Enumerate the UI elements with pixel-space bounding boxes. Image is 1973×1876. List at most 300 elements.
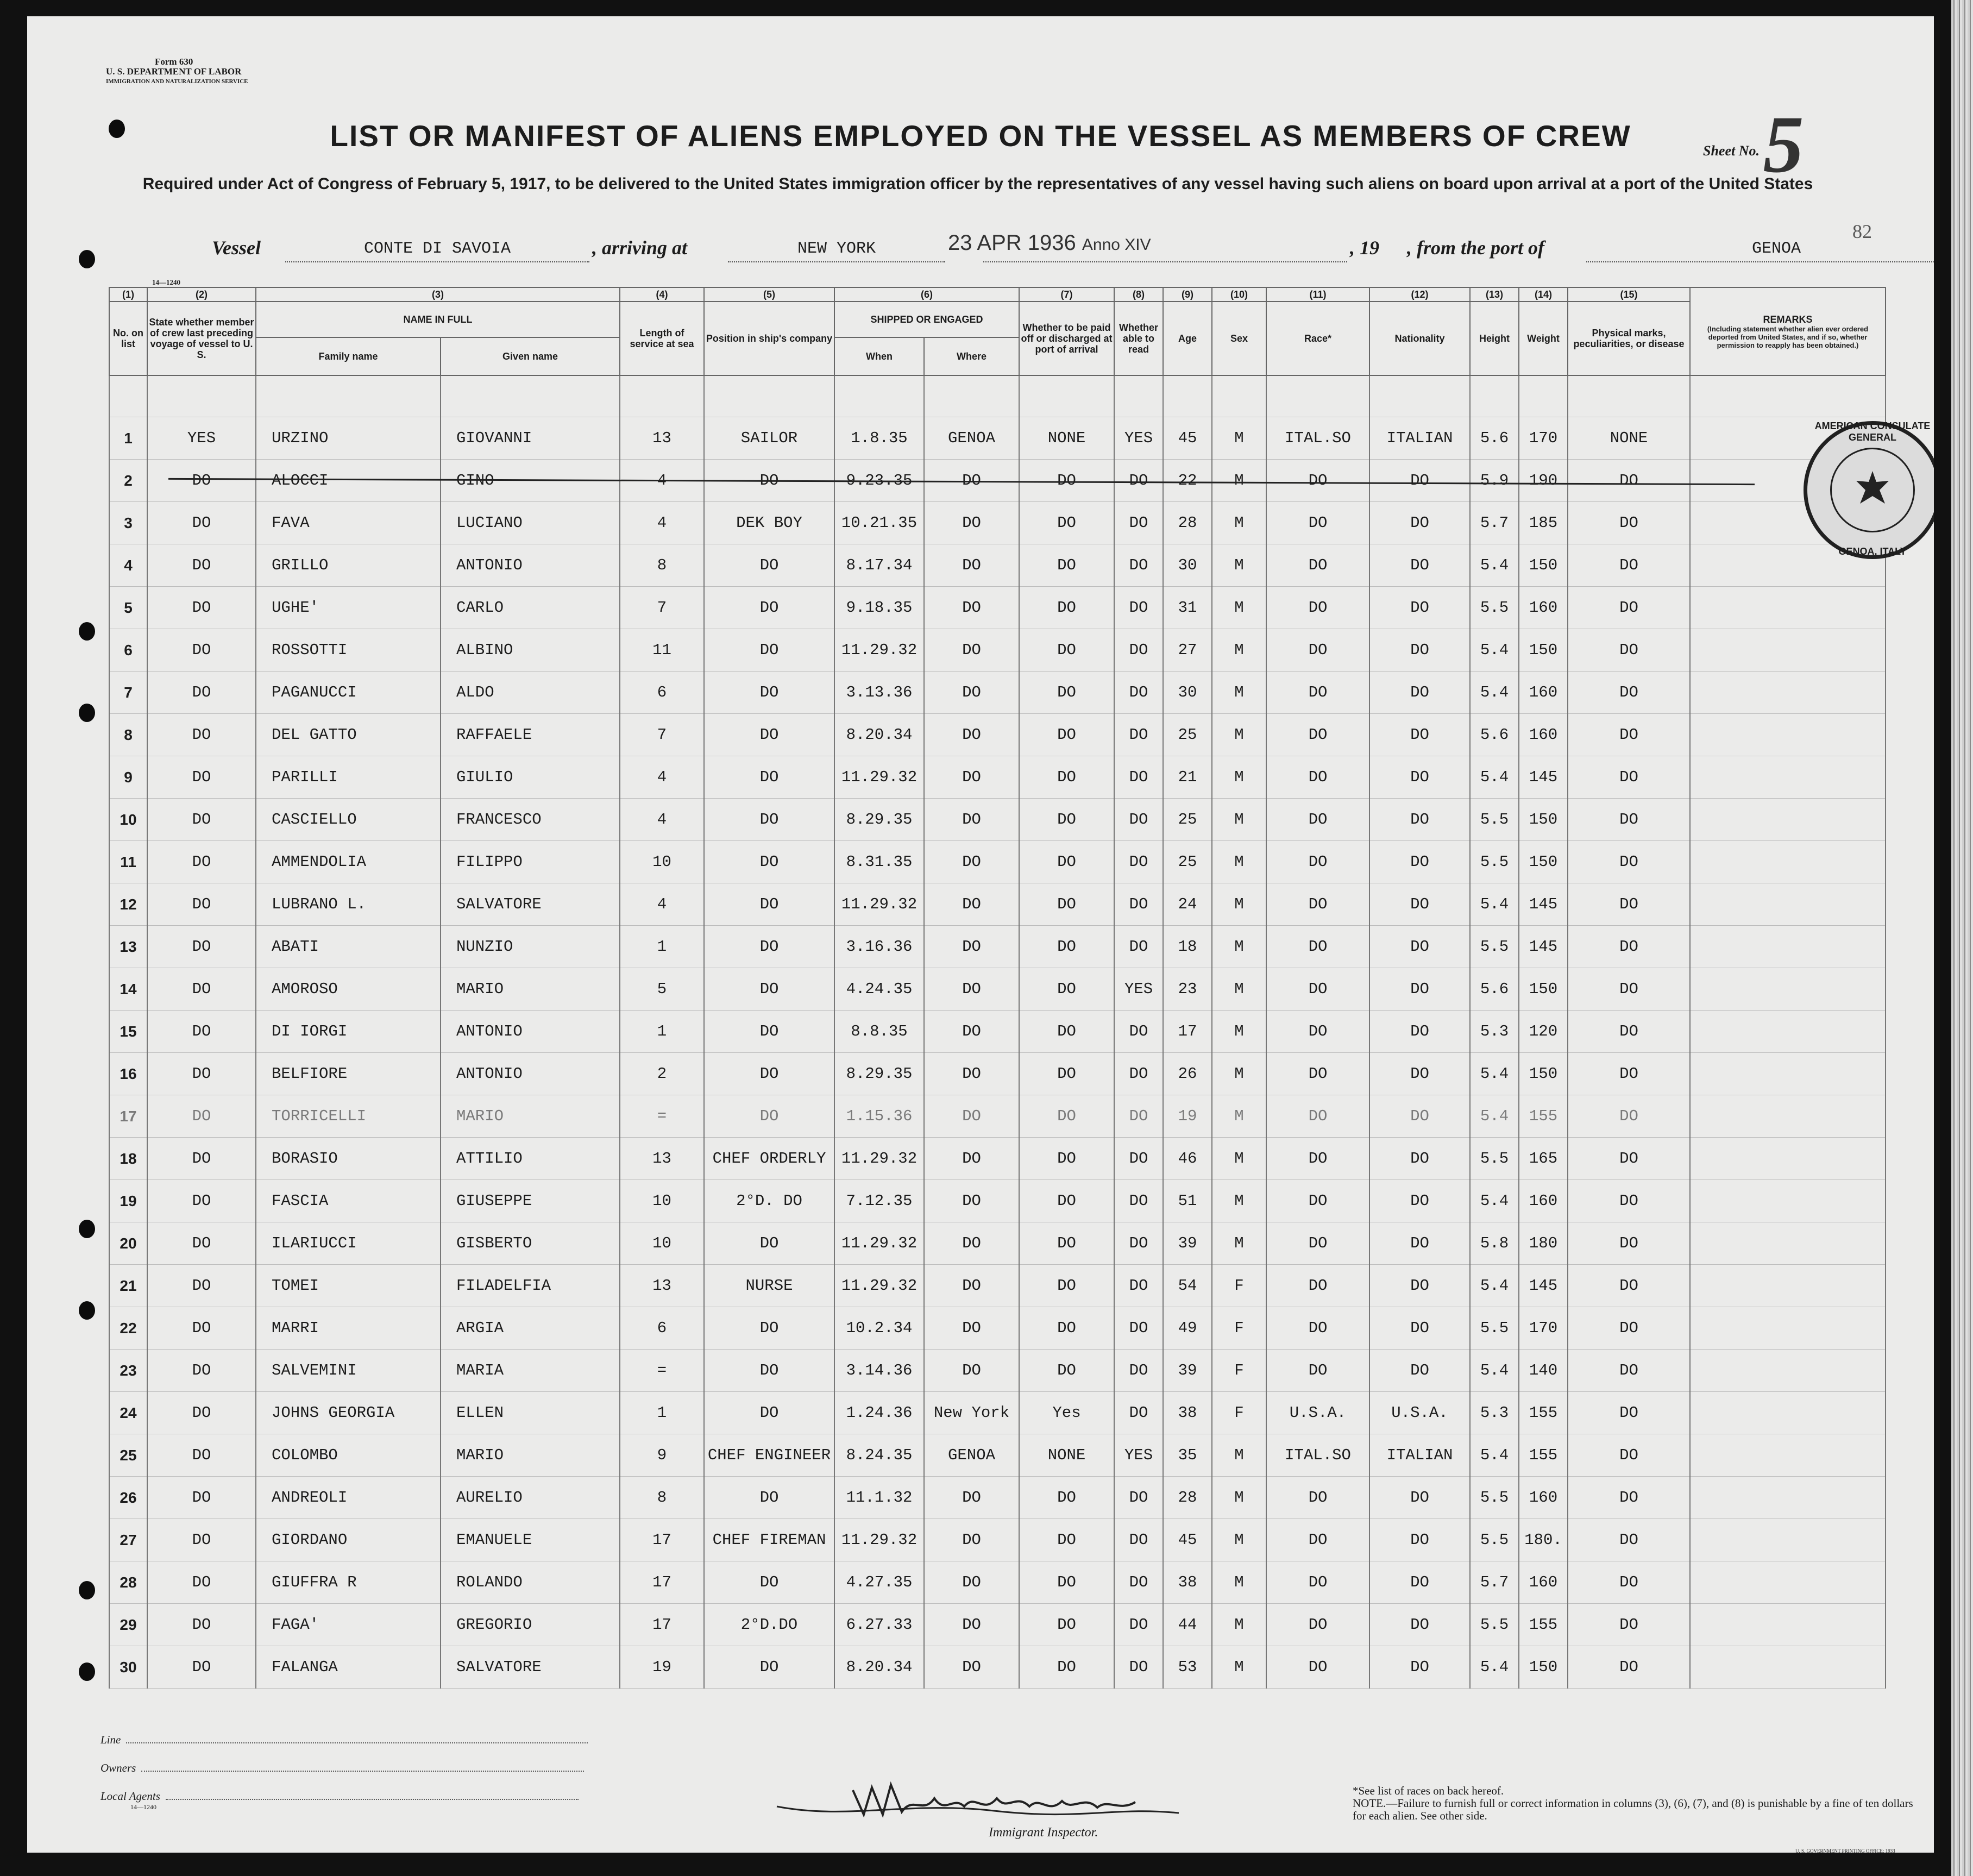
height-cell: 5.4: [1470, 1434, 1519, 1477]
position-cell: DO: [704, 1222, 834, 1265]
table-row: [109, 1307, 1886, 1350]
table-row: [109, 1180, 1886, 1222]
engaged-when-cell: 7.12.35: [834, 1180, 924, 1222]
race-cell: DO: [1266, 544, 1369, 587]
paid-off-cell: DO: [1019, 968, 1114, 1011]
given-name-cell: MARIO: [441, 1095, 620, 1138]
nationality-cell: DO: [1369, 672, 1470, 714]
col-num-15: (15): [1568, 287, 1690, 302]
race-cell: DO: [1266, 1519, 1369, 1561]
paid-off-cell: DO: [1019, 629, 1114, 672]
physical-marks-cell: DO: [1568, 1011, 1690, 1053]
table-row: [109, 544, 1886, 587]
able-to-read-cell: DO: [1114, 629, 1163, 672]
able-to-read-cell: YES: [1114, 417, 1163, 460]
engaged-where-cell: DO: [924, 1307, 1019, 1350]
col-num-14: (14): [1519, 287, 1568, 302]
given-name-cell: MARIO: [441, 1434, 620, 1477]
nationality-cell: DO: [1369, 1053, 1470, 1095]
service-length-cell: 7: [620, 714, 704, 756]
physical-marks-cell: DO: [1568, 1095, 1690, 1138]
weight-cell: 160: [1519, 587, 1568, 629]
punch-hole: [79, 1220, 95, 1238]
table-row: [109, 841, 1886, 883]
engaged-when-cell: 3.14.36: [834, 1350, 924, 1392]
header-family-name: Family name: [256, 337, 441, 375]
nationality-cell: DO: [1369, 1222, 1470, 1265]
position-cell: DO: [704, 1350, 834, 1392]
age-cell: 38: [1163, 1392, 1212, 1434]
race-cell: DO: [1266, 883, 1369, 926]
engaged-when-cell: 3.13.36: [834, 672, 924, 714]
nationality-cell: DO: [1369, 502, 1470, 544]
family-name-cell: ILARIUCCI: [256, 1222, 441, 1265]
able-to-read-cell: DO: [1114, 841, 1163, 883]
form-service: IMMIGRATION AND NATURALIZATION SERVICE: [106, 78, 248, 85]
age-cell: 23: [1163, 968, 1212, 1011]
remarks-cell: [1690, 1265, 1886, 1307]
age-cell: 28: [1163, 1477, 1212, 1519]
nationality-cell: DO: [1369, 1519, 1470, 1561]
position-cell: DO: [704, 756, 834, 799]
family-name-cell: PARILLI: [256, 756, 441, 799]
paid-off-cell: DO: [1019, 1604, 1114, 1646]
age-cell: 53: [1163, 1646, 1212, 1689]
footnotes: [1353, 1785, 1918, 1822]
paid-off-cell: DO: [1019, 841, 1114, 883]
sex-cell: M: [1212, 587, 1266, 629]
engaged-where-cell: DO: [924, 756, 1019, 799]
physical-marks-cell: DO: [1568, 1604, 1690, 1646]
engaged-where-cell: DO: [924, 1222, 1019, 1265]
position-cell: DO: [704, 672, 834, 714]
paid-off-cell: DO: [1019, 926, 1114, 968]
age-cell: 22: [1163, 460, 1212, 502]
height-cell: 5.4: [1470, 1646, 1519, 1689]
height-cell: 5.3: [1470, 1011, 1519, 1053]
position-cell: SAILOR: [704, 417, 834, 460]
paid-off-cell: DO: [1019, 883, 1114, 926]
row-number: 20: [109, 1222, 147, 1265]
height-cell: 5.7: [1470, 502, 1519, 544]
sex-cell: M: [1212, 417, 1266, 460]
punch-hole: [79, 1662, 95, 1681]
age-cell: 46: [1163, 1138, 1212, 1180]
family-name-cell: ANDREOLI: [256, 1477, 441, 1519]
weight-cell: 145: [1519, 883, 1568, 926]
form-department: U. S. DEPARTMENT OF LABOR: [106, 66, 242, 77]
position-cell: DO: [704, 841, 834, 883]
footer-fields: [100, 1733, 588, 1818]
weight-cell: 160: [1519, 672, 1568, 714]
age-cell: 38: [1163, 1561, 1212, 1604]
race-cell: DO: [1266, 672, 1369, 714]
race-cell: DO: [1266, 502, 1369, 544]
race-cell: DO: [1266, 1265, 1369, 1307]
race-cell: DO: [1266, 629, 1369, 672]
header-nationality: Nationality: [1369, 302, 1470, 375]
family-name-cell: DEL GATTO: [256, 714, 441, 756]
engaged-when-cell: 8.8.35: [834, 1011, 924, 1053]
family-name-cell: FALANGA: [256, 1646, 441, 1689]
able-to-read-cell: DO: [1114, 1561, 1163, 1604]
nationality-cell: DO: [1369, 1095, 1470, 1138]
given-name-cell: FRANCESCO: [441, 799, 620, 841]
table-row: [109, 1265, 1886, 1307]
engaged-when-cell: 10.21.35: [834, 502, 924, 544]
service-length-cell: 13: [620, 417, 704, 460]
able-to-read-cell: DO: [1114, 1180, 1163, 1222]
height-cell: 5.4: [1470, 1180, 1519, 1222]
position-cell: DO: [704, 883, 834, 926]
age-cell: 21: [1163, 756, 1212, 799]
weight-cell: 160: [1519, 1180, 1568, 1222]
position-cell: DO: [704, 1053, 834, 1095]
page-stack-edge: [1951, 0, 1973, 1876]
physical-marks-cell: DO: [1568, 502, 1690, 544]
given-name-cell: AURELIO: [441, 1477, 620, 1519]
age-cell: 25: [1163, 714, 1212, 756]
previous-voyage-cell: DO: [147, 629, 256, 672]
weight-cell: 150: [1519, 1646, 1568, 1689]
row-number: 5: [109, 587, 147, 629]
remarks-cell: [1690, 714, 1886, 756]
position-cell: DEK BOY: [704, 502, 834, 544]
nationality-cell: DO: [1369, 799, 1470, 841]
physical-marks-cell: DO: [1568, 1307, 1690, 1350]
paid-off-cell: DO: [1019, 1307, 1114, 1350]
row-number: 30: [109, 1646, 147, 1689]
agents-label: Local Agents: [100, 1790, 160, 1803]
sex-cell: M: [1212, 629, 1266, 672]
paid-off-cell: DO: [1019, 502, 1114, 544]
nationality-cell: DO: [1369, 1307, 1470, 1350]
previous-voyage-cell: DO: [147, 672, 256, 714]
physical-marks-cell: DO: [1568, 1265, 1690, 1307]
family-name-cell: SALVEMINI: [256, 1350, 441, 1392]
table-row: [109, 926, 1886, 968]
height-cell: 5.5: [1470, 587, 1519, 629]
previous-voyage-cell: DO: [147, 1604, 256, 1646]
given-name-cell: GIOVANNI: [441, 417, 620, 460]
service-length-cell: =: [620, 1095, 704, 1138]
position-cell: CHEF FIREMAN: [704, 1519, 834, 1561]
service-length-cell: 1: [620, 926, 704, 968]
row-number: 23: [109, 1350, 147, 1392]
row-number: 8: [109, 714, 147, 756]
remarks-cell: [1690, 1604, 1886, 1646]
nationality-cell: DO: [1369, 544, 1470, 587]
position-cell: DO: [704, 1011, 834, 1053]
sex-cell: M: [1212, 1604, 1266, 1646]
remarks-cell: [1690, 1095, 1886, 1138]
penalty-note: NOTE.—Failure to furnish full or correct information in columns (3), (6), (7), and (8) is punishable by a fine of ten dollars for each alien. See other side.: [1353, 1797, 1913, 1822]
age-cell: 24: [1163, 883, 1212, 926]
weight-cell: 165: [1519, 1138, 1568, 1180]
eagle-emblem-icon: [1830, 448, 1915, 532]
sex-cell: M: [1212, 1138, 1266, 1180]
nationality-cell: ITALIAN: [1369, 417, 1470, 460]
height-cell: 5.5: [1470, 1307, 1519, 1350]
previous-voyage-cell: DO: [147, 1180, 256, 1222]
given-name-cell: GIULIO: [441, 756, 620, 799]
paid-off-cell: DO: [1019, 1265, 1114, 1307]
race-cell: ITAL.SO: [1266, 417, 1369, 460]
col-num-11: (11): [1266, 287, 1369, 302]
weight-cell: 155: [1519, 1392, 1568, 1434]
engaged-where-cell: DO: [924, 714, 1019, 756]
engaged-when-cell: 1.24.36: [834, 1392, 924, 1434]
nationality-cell: DO: [1369, 926, 1470, 968]
sex-cell: M: [1212, 799, 1266, 841]
paid-off-cell: DO: [1019, 544, 1114, 587]
family-name-cell: GIUFFRA R: [256, 1561, 441, 1604]
paid-off-cell: DO: [1019, 672, 1114, 714]
height-cell: 5.5: [1470, 1604, 1519, 1646]
physical-marks-cell: DO: [1568, 1477, 1690, 1519]
form-number: Form 630: [155, 57, 193, 67]
sex-cell: F: [1212, 1307, 1266, 1350]
col-num-2: (2): [147, 287, 256, 302]
given-name-cell: ANTONIO: [441, 1011, 620, 1053]
engaged-when-cell: 4.27.35: [834, 1561, 924, 1604]
vessel-name: CONTE DI SAVOIA: [285, 240, 589, 262]
able-to-read-cell: DO: [1114, 883, 1163, 926]
family-name-cell: FAVA: [256, 502, 441, 544]
family-name-cell: FASCIA: [256, 1180, 441, 1222]
engaged-when-cell: 11.29.32: [834, 1265, 924, 1307]
remarks-cell: [1690, 672, 1886, 714]
paid-off-cell: DO: [1019, 1053, 1114, 1095]
date-stamp-date: 23 APR 1936: [948, 231, 1076, 255]
paid-off-cell: DO: [1019, 1095, 1114, 1138]
col-num-5: (5): [704, 287, 834, 302]
sex-cell: M: [1212, 460, 1266, 502]
engaged-when-cell: 4.24.35: [834, 968, 924, 1011]
position-cell: DO: [704, 714, 834, 756]
race-cell: DO: [1266, 1350, 1369, 1392]
able-to-read-cell: DO: [1114, 926, 1163, 968]
table-row: [109, 714, 1886, 756]
age-cell: 45: [1163, 417, 1212, 460]
col-num-10: (10): [1212, 287, 1266, 302]
given-name-cell: ANTONIO: [441, 1053, 620, 1095]
weight-cell: 150: [1519, 1053, 1568, 1095]
service-length-cell: 17: [620, 1561, 704, 1604]
height-cell: 5.4: [1470, 1095, 1519, 1138]
seal-text-bottom: GENOA, ITALY: [1838, 546, 1907, 557]
height-cell: 5.4: [1470, 1265, 1519, 1307]
race-cell: DO: [1266, 1222, 1369, 1265]
height-cell: 5.7: [1470, 1561, 1519, 1604]
previous-voyage-cell: DO: [147, 1095, 256, 1138]
physical-marks-cell: DO: [1568, 1392, 1690, 1434]
sex-cell: M: [1212, 968, 1266, 1011]
given-name-cell: SALVATORE: [441, 1646, 620, 1689]
height-cell: 5.5: [1470, 799, 1519, 841]
remarks-cell: [1690, 1138, 1886, 1180]
line-blank: [126, 1742, 588, 1743]
position-cell: 2°D. DO: [704, 1180, 834, 1222]
engaged-where-cell: DO: [924, 1265, 1019, 1307]
remarks-cell: [1690, 1222, 1886, 1265]
signature-title: Immigrant Inspector.: [989, 1825, 1098, 1840]
age-cell: 44: [1163, 1604, 1212, 1646]
table-row: [109, 756, 1886, 799]
height-cell: 5.6: [1470, 714, 1519, 756]
physical-marks-cell: DO: [1568, 1222, 1690, 1265]
height-cell: 5.5: [1470, 926, 1519, 968]
table-row: [109, 1477, 1886, 1519]
blank-row: [109, 375, 1886, 417]
nationality-cell: DO: [1369, 1350, 1470, 1392]
physical-marks-cell: DO: [1568, 714, 1690, 756]
position-cell: CHEF ENGINEER: [704, 1434, 834, 1477]
able-to-read-cell: DO: [1114, 714, 1163, 756]
nationality-cell: DO: [1369, 1561, 1470, 1604]
previous-voyage-cell: DO: [147, 841, 256, 883]
engaged-where-cell: DO: [924, 1350, 1019, 1392]
table-row: [109, 1604, 1886, 1646]
able-to-read-cell: DO: [1114, 672, 1163, 714]
given-name-cell: ELLEN: [441, 1392, 620, 1434]
manifest-sheet: [27, 16, 1934, 1853]
engaged-when-cell: 8.29.35: [834, 1053, 924, 1095]
row-number: 25: [109, 1434, 147, 1477]
age-cell: 45: [1163, 1519, 1212, 1561]
punch-hole: [79, 250, 95, 268]
header-length-of-service: Length of service at sea: [620, 302, 704, 375]
paid-off-cell: DO: [1019, 714, 1114, 756]
race-cell: DO: [1266, 841, 1369, 883]
header-when: When: [834, 337, 924, 375]
engaged-when-cell: 8.20.34: [834, 714, 924, 756]
family-name-cell: ABATI: [256, 926, 441, 968]
date-stamp-anno: Anno XIV: [1082, 236, 1151, 254]
given-name-cell: FILADELFIA: [441, 1265, 620, 1307]
paid-off-cell: NONE: [1019, 417, 1114, 460]
family-name-cell: TOMEI: [256, 1265, 441, 1307]
remarks-note: (Including statement whether alien ever ordered deported from United States, and if so, whether permission to reapply has been obtained.): [1707, 324, 1869, 349]
physical-marks-cell: DO: [1568, 926, 1690, 968]
col-num-7: (7): [1019, 287, 1114, 302]
paid-off-cell: DO: [1019, 756, 1114, 799]
physical-marks-cell: DO: [1568, 1434, 1690, 1477]
row-number: 24: [109, 1392, 147, 1434]
given-name-cell: GREGORIO: [441, 1604, 620, 1646]
family-name-cell: ALOCCI: [256, 460, 441, 502]
inspector-signature: [766, 1768, 1190, 1828]
given-name-cell: ATTILIO: [441, 1138, 620, 1180]
weight-cell: 150: [1519, 841, 1568, 883]
race-cell: DO: [1266, 799, 1369, 841]
able-to-read-cell: DO: [1114, 502, 1163, 544]
header-physical-marks: Physical marks, peculiarities, or disease: [1568, 302, 1690, 375]
weight-cell: 150: [1519, 799, 1568, 841]
table-row: [109, 1053, 1886, 1095]
able-to-read-cell: DO: [1114, 1053, 1163, 1095]
able-to-read-cell: DO: [1114, 587, 1163, 629]
service-length-cell: 4: [620, 883, 704, 926]
engaged-when-cell: 9.18.35: [834, 587, 924, 629]
given-name-cell: GISBERTO: [441, 1222, 620, 1265]
able-to-read-cell: DO: [1114, 1222, 1163, 1265]
weight-cell: 190: [1519, 460, 1568, 502]
nationality-cell: DO: [1369, 1646, 1470, 1689]
able-to-read-cell: DO: [1114, 1604, 1163, 1646]
table-row: [109, 883, 1886, 926]
row-number: 29: [109, 1604, 147, 1646]
paid-off-cell: DO: [1019, 1222, 1114, 1265]
engaged-when-cell: 11.1.32: [834, 1477, 924, 1519]
service-length-cell: 4: [620, 756, 704, 799]
agents-code: 14—1240: [130, 1803, 156, 1811]
remarks-cell: [1690, 799, 1886, 841]
punch-hole: [79, 622, 95, 641]
nationality-cell: DO: [1369, 1604, 1470, 1646]
position-cell: DO: [704, 799, 834, 841]
position-cell: DO: [704, 1307, 834, 1350]
family-name-cell: BELFIORE: [256, 1053, 441, 1095]
previous-voyage-cell: DO: [147, 714, 256, 756]
height-cell: 5.5: [1470, 1519, 1519, 1561]
engaged-when-cell: 11.29.32: [834, 1138, 924, 1180]
previous-voyage-cell: DO: [147, 1434, 256, 1477]
race-cell: DO: [1266, 1095, 1369, 1138]
race-cell: DO: [1266, 1307, 1369, 1350]
paid-off-cell: DO: [1019, 1350, 1114, 1392]
sex-cell: M: [1212, 672, 1266, 714]
paid-off-cell: NONE: [1019, 1434, 1114, 1477]
race-cell: U.S.A.: [1266, 1392, 1369, 1434]
age-cell: 27: [1163, 629, 1212, 672]
height-cell: 5.4: [1470, 883, 1519, 926]
given-name-cell: ARGIA: [441, 1307, 620, 1350]
agents-blank: [166, 1799, 579, 1800]
sheet-number-value: 5: [1763, 99, 1804, 190]
height-cell: 5.8: [1470, 1222, 1519, 1265]
able-to-read-cell: DO: [1114, 1138, 1163, 1180]
vessel-label: Vessel: [212, 237, 261, 259]
table-row: [109, 672, 1886, 714]
remarks-cell: [1690, 1434, 1886, 1477]
race-cell: DO: [1266, 926, 1369, 968]
sex-cell: M: [1212, 1180, 1266, 1222]
able-to-read-cell: YES: [1114, 968, 1163, 1011]
sex-cell: M: [1212, 883, 1266, 926]
given-name-cell: MARIO: [441, 968, 620, 1011]
paid-off-cell: DO: [1019, 1477, 1114, 1519]
punch-hole: [79, 704, 95, 722]
previous-voyage-cell: DO: [147, 968, 256, 1011]
position-cell: DO: [704, 1477, 834, 1519]
physical-marks-cell: DO: [1568, 1350, 1690, 1392]
remarks-cell: [1690, 1477, 1886, 1519]
engaged-where-cell: DO: [924, 1138, 1019, 1180]
header-no-on-list: No. on list: [109, 302, 147, 375]
position-cell: DO: [704, 1561, 834, 1604]
height-cell: 5.3: [1470, 1392, 1519, 1434]
height-cell: 5.4: [1470, 1053, 1519, 1095]
row-number: 4: [109, 544, 147, 587]
age-cell: 18: [1163, 926, 1212, 968]
remarks-cell: [1690, 1011, 1886, 1053]
engaged-when-cell: 6.27.33: [834, 1604, 924, 1646]
header-shipped-or-engaged: SHIPPED OR ENGAGED: [834, 302, 1019, 337]
position-cell: CHEF ORDERLY: [704, 1138, 834, 1180]
engaged-where-cell: DO: [924, 883, 1019, 926]
height-cell: 5.4: [1470, 672, 1519, 714]
